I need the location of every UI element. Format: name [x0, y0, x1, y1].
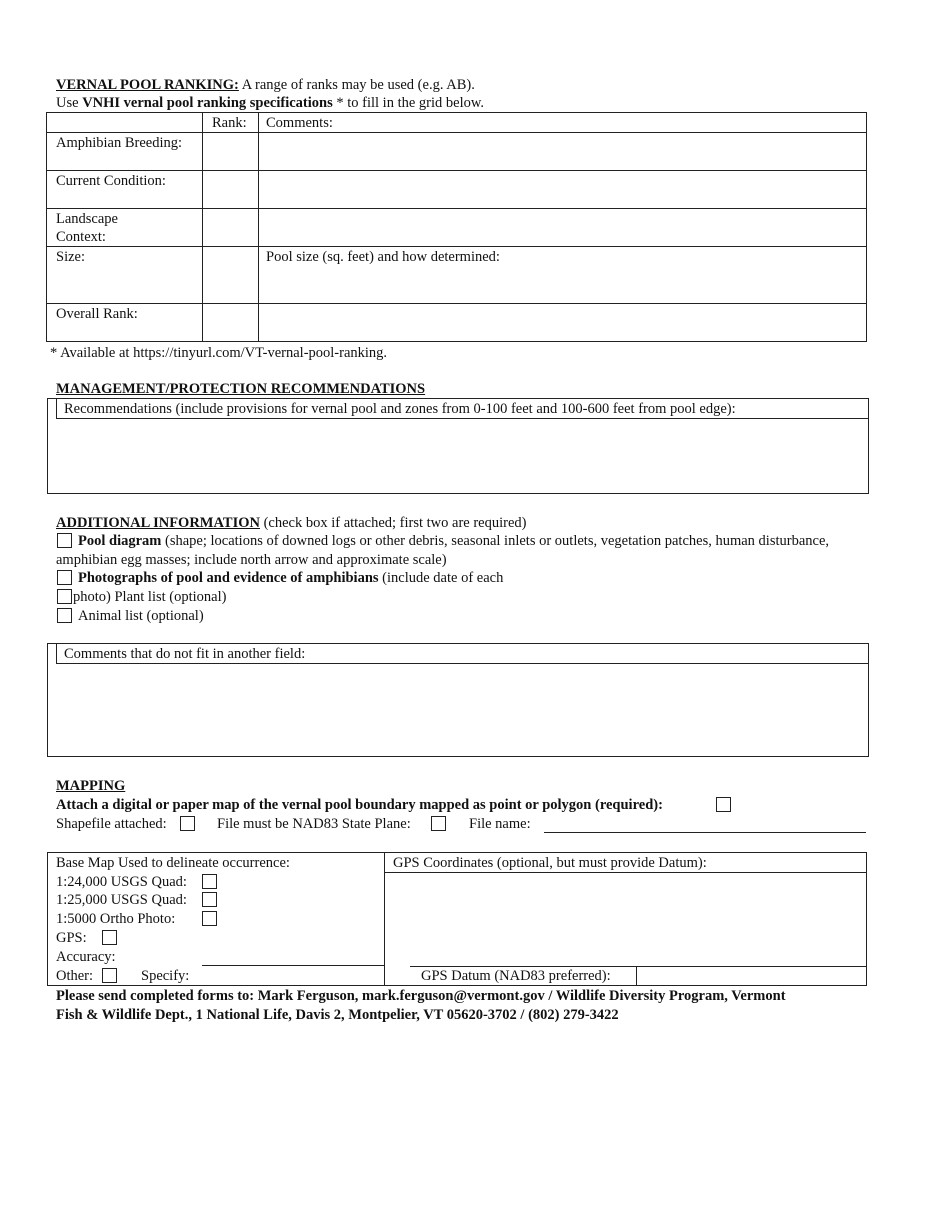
- ortho-checkbox[interactable]: [202, 911, 217, 926]
- quad24-checkbox[interactable]: [202, 874, 217, 889]
- rank-input-landscape-context[interactable]: [203, 209, 258, 246]
- ranking-instr-post: * to fill in the grid below.: [332, 95, 485, 111]
- animal-list-text: Animal list (optional): [78, 608, 204, 624]
- filename-underline: [544, 832, 866, 833]
- plant-list-checkbox[interactable]: [57, 589, 72, 604]
- row-label-size: Size:: [56, 249, 85, 265]
- row-label-overall-rank: Overall Rank:: [56, 306, 138, 322]
- attach-map-checkbox[interactable]: [716, 797, 731, 812]
- ortho-label: 1:5000 Ortho Photo:: [56, 911, 176, 927]
- accuracy-underline: [202, 965, 384, 966]
- shapefile-checkbox[interactable]: [180, 816, 195, 831]
- ranking-heading: VERNAL POOL RANKING:: [56, 77, 239, 93]
- filename-input[interactable]: [544, 815, 866, 832]
- animal-list-checkbox[interactable]: [57, 608, 72, 623]
- footer-send-to-line1: Please send completed forms to: Mark Ferguson, mark.ferguson@vermont.gov / Wildlife Diversity Program, Vermont: [56, 988, 786, 1004]
- rank-input-current-condition[interactable]: [203, 171, 258, 208]
- photographs-label: Photographs of pool and evidence of amphibians: [78, 570, 379, 586]
- filename-label: File name:: [469, 816, 531, 832]
- quad24-label: 1:24,000 USGS Quad:: [56, 874, 187, 890]
- quad25-checkbox[interactable]: [202, 892, 217, 907]
- photographs-desc: (include date of each: [378, 570, 504, 586]
- other-checkbox[interactable]: [102, 968, 117, 983]
- nad83-label: File must be NAD83 State Plane:: [217, 816, 411, 832]
- gps-datum-input[interactable]: [637, 967, 866, 985]
- pool-size-label: Pool size (sq. feet) and how determined:: [266, 249, 500, 265]
- rank-input-size[interactable]: [203, 247, 258, 303]
- gps-label: GPS:: [56, 930, 87, 946]
- recommendations-label: Recommendations (include provisions for vernal pool and zones from 0-100 feet and 100-600 feet from pool edge):: [64, 401, 736, 417]
- row-label-landscape-line2: Context:: [56, 229, 106, 245]
- comments-input[interactable]: [48, 665, 868, 756]
- rank-input-amphibian-breeding[interactable]: [203, 133, 258, 170]
- row-label-current-condition: Current Condition:: [56, 173, 166, 189]
- photographs-text: [78, 569, 503, 587]
- ranking-footnote: * Available at https://tinyurl.com/VT-vernal-pool-ranking.: [50, 345, 388, 361]
- specify-label: Specify:: [141, 968, 190, 984]
- additional-heading-note: (check box if attached; first two are required): [259, 515, 527, 531]
- accuracy-label: Accuracy:: [56, 949, 116, 965]
- footer-send-to-line2: Fish & Wildlife Dept., 1 National Life, Davis 2, Montpelier, VT 05620-3702 / (802) 279-3422: [56, 1007, 619, 1023]
- management-heading: MANAGEMENT/PROTECTION RECOMMENDATIONS: [56, 381, 426, 397]
- shapefile-label: Shapefile attached:: [56, 816, 167, 832]
- attach-map-text: Attach a digital or paper map of the vernal pool boundary mapped as point or polygon (required):: [56, 797, 663, 813]
- additional-heading-line: [56, 514, 526, 532]
- pool-diagram-desc: (shape; locations of downed logs or other debris, seasonal inlets or outlets, vegetation patches, human disturbance,: [161, 533, 830, 549]
- ranking-spec-link: VNHI vernal pool ranking specifications: [82, 95, 333, 111]
- gps-datum-label: GPS Datum (NAD83 preferred):: [421, 968, 611, 984]
- mapping-heading: MAPPING: [56, 778, 126, 794]
- row-label-amphibian-breeding: Amphibian Breeding:: [56, 135, 183, 151]
- accuracy-input[interactable]: [130, 948, 384, 965]
- pool-diagram-checkbox[interactable]: [57, 533, 72, 548]
- pool-diagram-label: Pool diagram: [78, 533, 162, 549]
- comment-input-landscape-context[interactable]: [259, 209, 866, 246]
- specify-input[interactable]: [202, 967, 384, 985]
- row-label-landscape-context: [56, 210, 118, 246]
- pool-diagram-text-line2: amphibian egg masses; include north arrow and approximate scale): [56, 552, 447, 568]
- gps-coords-input[interactable]: [385, 873, 866, 965]
- basemap-title: Base Map Used to delineate occurrence:: [56, 855, 290, 871]
- comment-input-amphibian-breeding[interactable]: [259, 133, 866, 170]
- comment-input-size[interactable]: [259, 266, 866, 303]
- comments-label: Comments that do not fit in another field:: [64, 646, 306, 662]
- ranking-heading-note: A range of ranks may be used (e.g. AB).: [238, 77, 475, 93]
- other-label: Other:: [56, 968, 94, 984]
- row-label-landscape-line1: Landscape: [56, 211, 118, 227]
- recommendations-input[interactable]: [48, 420, 868, 493]
- pool-diagram-text: [78, 532, 829, 550]
- additional-heading: ADDITIONAL INFORMATION: [56, 515, 260, 531]
- ranking-instr-pre: Use: [56, 95, 83, 111]
- quad25-label: 1:25,000 USGS Quad:: [56, 892, 187, 908]
- photographs-checkbox[interactable]: [57, 570, 72, 585]
- comment-input-current-condition[interactable]: [259, 171, 866, 208]
- plant-list-text: photo) Plant list (optional): [73, 589, 227, 605]
- nad83-checkbox[interactable]: [431, 816, 446, 831]
- gps-coords-label: GPS Coordinates (optional, but must provide Datum):: [393, 855, 707, 871]
- ranking-heading-line: [56, 76, 475, 94]
- ranking-instructions: [56, 94, 484, 112]
- rank-input-overall[interactable]: [203, 304, 258, 341]
- rank-column-header: Rank:: [212, 115, 247, 131]
- comments-column-header: Comments:: [266, 115, 333, 131]
- gps-checkbox[interactable]: [102, 930, 117, 945]
- comment-input-overall[interactable]: [259, 304, 866, 341]
